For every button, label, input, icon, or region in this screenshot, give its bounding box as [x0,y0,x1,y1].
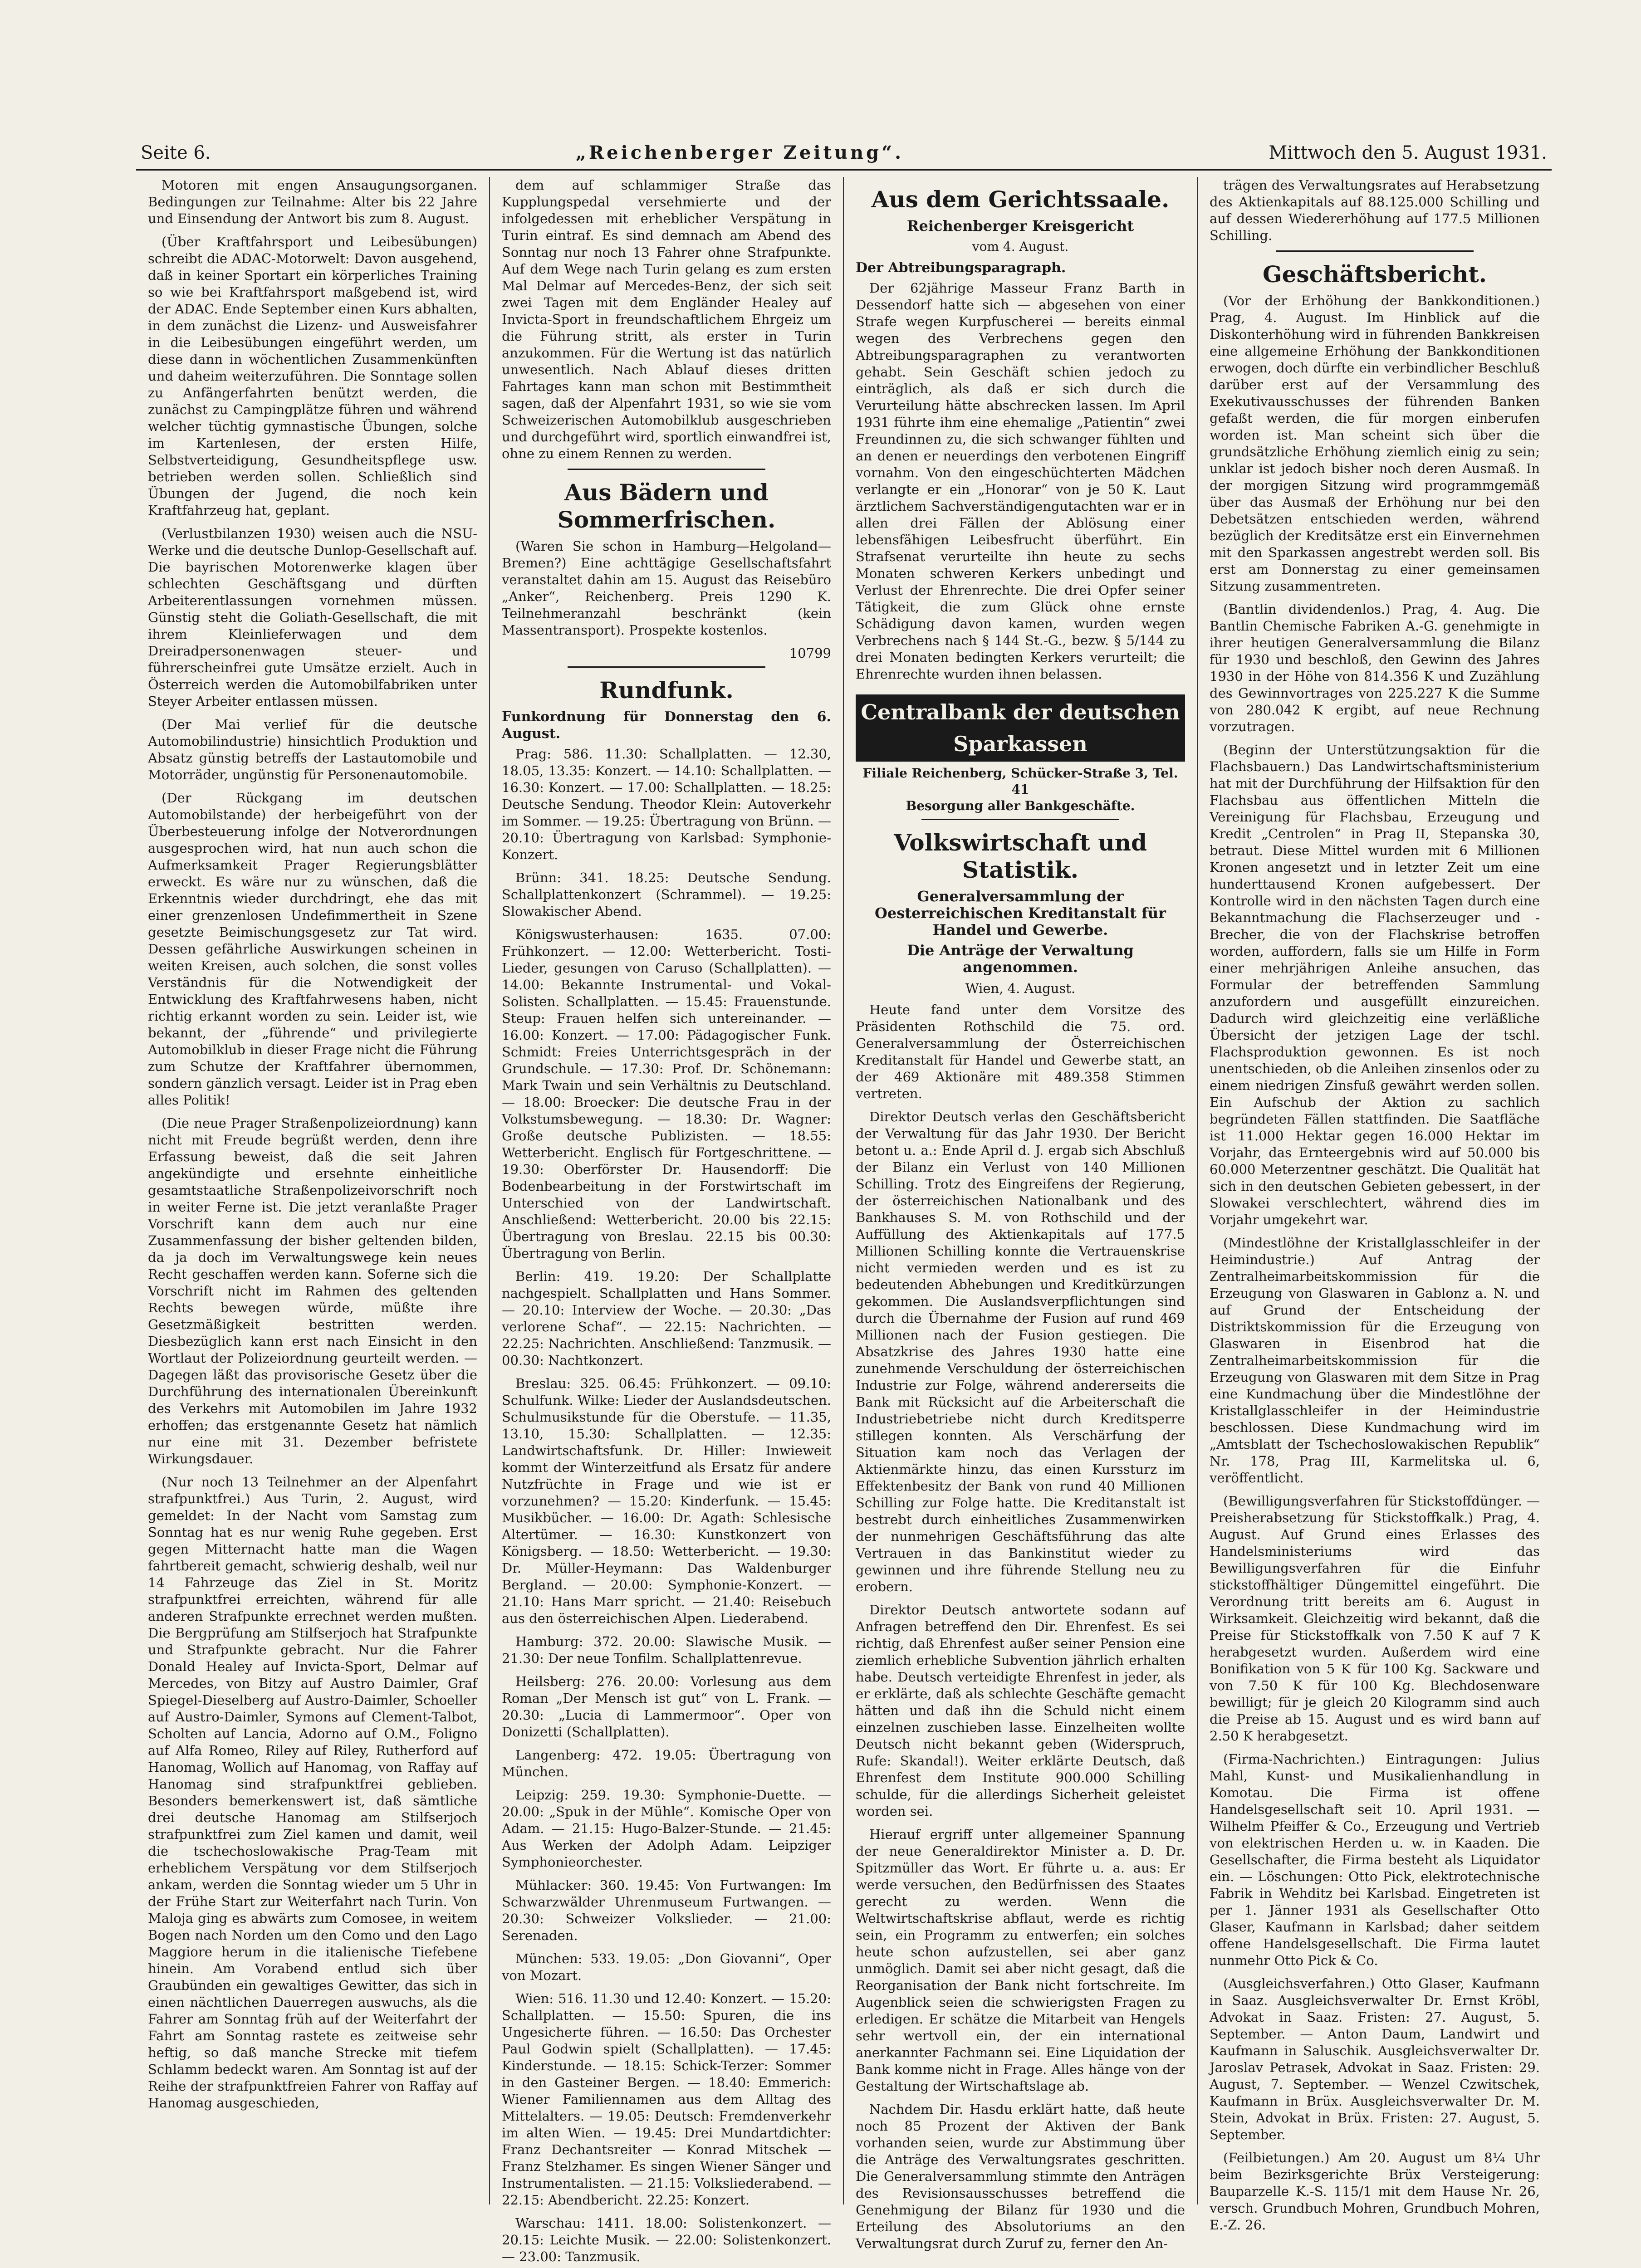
radio-listing: Wien: 516. 11.30 und 12.40: Konzert. — 15.20: Schallplatten. — 15.50: Spuren, die ins Ungesicherte führen. — 16.50: Das Orchester Paul Godwin spielt (Schallplatten). — 17.45: Kinderstunde. — 18.15: Schick-Terzer: Sommer in den Gasteiner Bergen. — 18.40: Emmerich: Wiener Familiennamen aus dem Alltag des Mittelalters. — 19.05: Deutsch: Fremdenverkehr im alten Wien. — 19.45: Drei Mundartdichter: Franz Dechantsreiter — Konrad Mitschek — Franz Stelzhamer. Es singen Wiener Sänger und Instrumentalisten. — 21.15: Volksliederabend. — 22.15: Abendbericht. 22.25: Konzert. [502,1991,831,2208]
newspaper-title: „Reichenberger Zeitung“. [575,142,904,163]
article-text: (Beginn der Unterstützungsaktion für die Flachsbauern.) Das Landwirtschaftsministerium hat mit der Durchführung der Hilfsaktion für den Flachsbau aus öffentlichen Mitteln die Vereinigung für Flachsbau, Erzeugung und Kredit „Centrolen“ in Prag II, Stepanska 30, betraut. Diese Mittel wurden mit 6 Millionen Kronen angesetzt und in letzter Zeit um eine hunderttausend Kronen aufgebessert. Der Kontrolle wird in den nächsten Tagen durch eine Bekanntmachung die Flachserzeuger und -Brecher, die von der Flachskrise betroffen worden, auffordern, falls sie um Hilfe in Form einer mehrjährigen Anleihe ansuchen, das Formular der betreffenden Sammlung anzufordern und ausgefüllt einzureichen. Dadurch wird gleichzeitig eine verläßliche Übersicht der jetzigen Lage der tschl. Flachsproduktion gewonnen. Es ist noch unentschieden, ob die Anleihen zinsenlos oder zu einem niedrigen Zinsfuß gewährt werden sollen. Ein Aufschub der Aktion zu sachlich begründeten Fällen stattfinden. Die Saatfläche ist 11.000 Hektar gegen 16.000 Hektar im Vorjahr, das Ernteergebnis wird auf 50.000 bis 60.000 Meterzentner geschätzt. Die Qualität hat sich in den deutschen Gebieten gebessert, in der Slowakei verschlechtert, während dies im Vorjahr umgekehrt war. [1210,742,1540,1227]
bank-ad-address: Filiale Reichenberg, Schücker-Straße 3, Tel. 41 [862,766,1178,797]
radio-listing: Langenberg: 472. 19.05: Übertragung von München. [502,1747,831,1779]
article-text: Nachdem Dir. Hasdu erklärt hatte, daß heute noch 85 Prozent der Aktiven der Bank vorhanden seien, wurde zur Abstimmung über die Anträge des Verwaltungsrates geschritten. Die Generalversammlung stimmte den Anträgen des Revisionsausschusses betreffend die Genehmigung der Bilanz für 1930 und die Erteilung des Absolutoriums an den Verwaltungsrat durch Zuruf zu, ferner den An- [856,2102,1185,2251]
column-3 [844,177,1198,2251]
article-text: (Bewilligungsverfahren für Stickstoffdünger. — Preisherabsetzung für Stickstoffkalk.) Prag, 4. August. Auf Grund eines Erlasses des Handelsministeriums wird das Bewilligungsverfahren für die Einfuhr stickstoffhältiger Düngemittel eingeführt. Die Verordnung tritt bereits am 6. August in Wirksamkeit. Gleichzeitig wird bekannt, daß die Preise für Stickstoffkalk von 7.50 K auf 7 K herabgesetzt wurden. Außerdem wird eine Bonifikation von 5 K für 100 Kg. Sackware und von 7.50 K für 100 Kg. Blechdosenware bewilligt; für je gleich 20 Kilogramm sind auch die Preise ab 15. August und es wird bann auf 2.50 K herabgesetzt. [1210,1493,1540,1744]
divider [1276,250,1474,252]
bank-ad-services: Besorgung aller Bankgeschäfte. [906,798,1135,813]
divider [568,469,765,470]
bank-ad-banner: Centralbank der deutschen Sparkassen [856,694,1185,762]
radio-listing: München: 533. 19.05: „Don Giovanni“, Oper von Mozart. [502,1951,831,1983]
article-subheadline: Die Anträge der Verwaltung angenommen. [907,942,1134,976]
program-heading: Funkordnung für Donnerstag den 6. August. [502,709,831,742]
article-text: (Mindestlöhne der Kristallglasschleifer in der Heimindustrie.) Auf Antrag der Zentralheimarbeitskommission für die Erzeugung von Glaswaren in Gablonz a. N. und auf Grund der Entscheidung der Distriktskommission für die Erzeugung von Glaswaren in Eisenbrod hat die Zentralheimarbeitskommission für die Erzeugung von Glaswaren mit dem Sitze in Prag eine Kundmachung über die Mindestlöhne der Kristallglasschleifer in der Heimindustrie beschlossen. Diese Kundmachung wird im „Amtsblatt der Tschechoslowakischen Republik“ Nr. 178, Prag III, Karmelitska ul. 6, veröffentlicht. [1210,1235,1540,1486]
article-text: (Firma-Nachrichten.) Eintragungen: Julius Mahl, Kunst- und Musikalienhandlung in Komotau. Die Firma ist offene Handelsgesellschaft seit 10. April 1931. — Wilhelm Pfeiffer & Co., Erzeugung und Vertrieb von elektrischen Herden u. w. in Kaaden. Die Gesellschafter, die Firma besteht als Liquidator ein. — Löschungen: Otto Pick, elektrotechnische Fabrik in Wehditz bei Karlsbad. Eingetreten ist per 1. Jänner 1931 als Gesellschafter Otto Glaser, Kaufmann in Karlsbad; daher seitdem offene Handelsgesellschaft. Die Firma lautet nunmehr Otto Pick & Co. [1210,1751,1540,1968]
article-text: Direktor Deutsch antwortete sodann auf Anfragen betreffend den Dir. Ehrenfest. Es sei richtig, daß Ehrenfest außer seiner Pension eine ziemlich erhebliche Subvention jährlich erhalten habe. Deutsch verteidigte Ehrenfest in jeder, als er erklärte, daß als schlechte Geschäfte gemacht hätten und daß ihn die Schuld nicht einem einzelnen zuschieben lasse. Einzelheiten wollte Deutsch nicht bekannt geben (Widerspruch, Rufe: Skandal!). Weiter erklärte Deutsch, daß Ehrenfest dem Institute 900.000 Schilling schulde, für die allerdings Sicherheit geleistet worden sei. [856,1602,1185,1819]
radio-listing: Königswusterhausen: 1635. 07.00: Frühkonzert. — 12.00: Wetterbericht. Tosti-Lieder, gesungen von Caruso (Schallplatten). — 14.00: Bekannte Instrumental- und Vokal-Solisten. Schallplatten. — 15.45: Frauenstunde. Steup: Frauen helfen sich untereinander. — 16.00: Konzert. — 17.00: Pädagogischer Funk. Schmidt: Freies Unterrichtsgespräch in der Grundschule. — 17.30: Prof. Dr. Schönemann: Mark Twain und sein Verhältnis zu Deutschland. — 18.00: Broecker: Die deutsche Frau in der Volkstumsbewegung. — 18.30: Dr. Wagner: Große deutsche Publizisten. — 18.55: Wetterbericht. Englisch für Fortgeschrittene. — 19.30: Oberförster Dr. Hausendorff: Die Bodenbearbeitung in der Forstwirtschaft im Unterschied von der Landwirtschaft. Anschließend: Wetterbericht. 20.00 bis 22.15: Übertragung von Breslau. 22.15 bis 00.30: Übertragung von Berlin. [502,927,831,1261]
article-text: (Über Kraftfahrsport und Leibesübungen) schreibt die ADAC-Motorwelt: Davon ausgehend, daß in keiner Sportart ein körperliches Training so wie bei Kraftfahrsport maßgebend ist, wird der ADAC. Ende September einen Kurs abhalten, in dem zunächst die Lizenz- und Ausweisfahrer in die Leibesübungen eingeführt werden, um diese dann in wöchentlichen Zusammenkünften und daheim weiterzuführen. Die Sonntage sollen zu Anfängerfahrten benützt werden, die zunächst zu Campingplätze führen und während welcher tüchtig gymnastische Übungen, solche im Kartenlesen, der ersten Hilfe, Selbstverteidigung, Gesundheitspflege usw. betrieben werden sollen. Schließlich sind Übungen der Jugend, die noch kein Kraftfahrzeug hat, geplant. [148,234,477,518]
article-text: Motoren mit engen Ansaugungsorganen. Bedingungen zur Teilnahme: Alter bis 22 Jahre und Einsendung der Antwort bis zum 8. August. [148,177,477,226]
divider [921,819,1119,820]
article-text: Direktor Deutsch verlas den Geschäftsbericht der Verwaltung für das Jahr 1930. Der Bericht betont u. a.: Ende April d. J. ergab sich Abschluß der Bilanz ein Verlust von 140 Millionen Schilling. Trotz des Eingreifens der Regierung, der österreichischen Nationalbank und des Bankhauses S. M. von Rothschild und der Auffüllung des Aktienkapitals auf 177.5 Millionen Schilling konnte die Vertrauenskrise nicht vermieden werden und es ist zu bedeutenden Abhebungen und Kreditkürzungen gekommen. Die Auslandsverpflichtungen sind durch die Übernahme der Fusion auf rund 469 Millionen nach der Fusion gestiegen. Die Absatzkrise des Jahres 1930 hatte eine zunehmende Verschuldung der österreichischen Industrie zur Folge, während andererseits die Bank mit Rücksicht auf die Arbeiterschaft die Industriebetriebe nicht durch Kreditsperre stillegen konnten. Als Verschärfung der Situation kam noch das Verlagen der Aktienmärkte hinzu, das einen Kurssturz im Effektenbesitz der Bank von rund 40 Millionen Schilling zur Folge hatte. Die Kreditanstalt ist bestrebt durch einheitliches Zusammenwirken der nunmehrigen Geschäftsführung das alte Vertrauen in das Bankinstitut wieder zu gewinnen und ihre führende Stellung neu zu erobern. [856,1109,1185,1594]
radio-listing: Leipzig: 259. 19.30: Symphonie-Duette. — 20.00: „Spuk in der Mühle“. Komische Oper von Adam. — 21.15: Hugo-Balzer-Stunde. — 21.45: Aus Werken der Adolph Adam. Leipziger Symphonieorchester. [502,1787,831,1870]
column-1 [136,177,490,2204]
article-text: Der 62jährige Masseur Franz Barth in Dessendorf hatte sich — abgesehen von einer Strafe wegen Kurpfuscherei — bereits einmal wegen des Verbrechens gegen den Abtreibungsparagraphen zu verantworten gehabt. Sein Geschäft schien jedoch zu einträglich, als daß er sich durch die Verurteilung hätte abschrecken lassen. Im April 1931 führte ihm eine ehemalige „Patientin“ zwei Freundinnen zu, die sich schwanger fühlten und an denen er neuerdings den verbotenen Eingriff vornahm. Von den eingeschüchterten Mädchen verlangte er ein „Honorar“ von je 50 K. Laut ärztlichem Sachverständigengutachten war er in allen drei Fällen der Ablösung einer lebensfähigen Leibesfrucht überführt. Ein Strafsenat verurteilte ihn heute zu sechs Monaten schweren Kerkers unbedingt und Verlust der Ehrenrechte. Die drei Opfer seiner Tätigkeit, die zum Glück ohne ernste Schädigung davon kamen, wurden wegen Verbrechens nach § 144 St.-G., bezw. § 5/144 zu drei Monaten bedingten Kerkers verurteilt; die Ehrenrechte wurden ihnen belassen. [856,280,1185,682]
radio-listing: Prag: 586. 11.30: Schallplatten. — 12.30, 18.05, 13.35: Konzert. — 14.10: Schallplatten. — 16.30: Konzert. — 17.00: Schallplatten. — 18.25: Deutsche Sendung. Theodor Klein: Autoverkehr im Sommer. — 19.25: Übertragung von Brünn. — 20.10: Übertragung von Karlsbad: Symphonie-Konzert. [502,746,831,862]
section-heading: Aus Bädern und Sommerfrischen. [557,479,776,533]
court-date: vom 4. August. [972,239,1069,254]
article-text: (Der Mai verlief für die deutsche Automobilindustrie) hinsichtlich Produktion und Absatz günstig betreffs der Lastautomobile und Motorräder, ungünstig für Personenautomobile. [148,717,477,782]
article-text: (Bantlin dividendenlos.) Prag, 4. Aug. Die Bantlin Chemische Fabriken A.-G. genehmigte in ihrer heutigen Generalversammlung die Bilanz für 1930 und beschloß, den Gewinn des Jahres 1930 in der Höhe von 814.356 K und Zuzählung des Gewinnvortrages von 225.227 K die Summe von 280.042 K ergibt, auf neue Rechnung vorzutragen. [1210,601,1540,734]
section-heading: Geschäftsbericht. [1262,261,1487,288]
article-text: (Vor der Erhöhung der Bankkonditionen.) Prag, 4. August. Im Hinblick auf die Diskonterhöhung wird in führenden Bankkreisen eine allgemeine Erhöhung der Bankkonditionen erwogen, doch dürfte ein verbindlicher Beschluß darüber erst auf der Versammlung des Exekutivausschusses der führenden Banken gefaßt werden, die für morgen einberufen worden ist. Man scheint sich über die grundsätzliche Erhöhung ziemlich einig zu sein; unklar ist jedoch bisher noch deren Ausmaß. In der morgigen Sitzung wird programmgemäß über das Ausmaß der Erhöhung nur bei den Debetsätzen entschieden werden, während bezüglich der Kreditsätze erst ein Einvernehmen mit den Sparkassen angestrebt werden soll. Bis erst am Donnerstag zu einer gemeinsamen Sitzung zusammentreten. [1210,293,1540,594]
section-heading: Volkswirtschaft und Statistik. [894,829,1147,883]
radio-listing: Brünn: 341. 18.25: Deutsche Sendung. Schallplattenkonzert (Schrammel). — 19.25: Slowakischer Abend. [502,870,831,919]
article-headline: Generalversammlung der Oesterreichischen Kreditanstalt für Handel und Gewerbe. [875,888,1166,938]
article-text: (Waren Sie schon in Hamburg—Helgoland—Bremen?) Eine achttägige Gesellschaftsfahrt veranstaltet dahin am 15. August das Reisebüro „Anker“, Reichenberg. Preis 1290 K. Teilnehmeranzahl beschränkt (kein Massentransport). Prospekte kostenlos. [502,538,831,638]
article-text: (Ausgleichsverfahren.) Otto Glaser, Kaufmann in Saaz. Ausgleichsverwalter Dr. Ernst Kröbl, Advokat in Saaz. Fristen: 27. August, 5. September. — Anton Daum, Landwirt und Kaufmann in Saluschik. Ausgleichsverwalter Dr. Jaroslav Petrasek, Advokat in Saaz. Fristen: 29. August, 7. September. — Wenzel Czwitschek, Kaufmann in Brüx. Ausgleichsverwalter Dr. M. Stein, Advokat in Brüx. Fristen: 27. August, 5. September. [1210,1976,1540,2142]
radio-listing: Berlin: 419. 19.20: Der Schallplatte nachgespielt. Schallplatten und Hans Sommer. — 20.10: Interview der Woche. — 20.30: „Das verlorene Schaf“. — 22.15: Nachrichten. — 22.25: Nachrichten. Anschließend: Tanzmusik. — 00.30: Nachtkonzert. [502,1269,831,1368]
dateline: Wien, 4. August. [965,981,1076,996]
article-text: dem auf schlammiger Straße das Kupplungspedal versehmierte und der infolgedessen mit erheblicher Verspätung in Turin eintraf. Es sind demnach am Abend des Sonntag nur noch 13 Fahrer ohne Strafpunkte. Auf dem Wege nach Turin gelang es zum ersten Mal Delmar auf Mercedes-Benz, der sich seit zwei Tagen mit dem Engländer Healey auf Invicta-Sport in freundschaftlichem Ehrgeiz um die Führung stritt, als erster in Turin anzukommen. Für die Wertung ist das natürlich unwesentlich. Nach Ablauf dieses dritten Fahrtages kann man schon mit Bestimmtheit sagen, daß der Alpenfahrt 1931, so wie sie vom Schweizerischen Automobilklub ausgeschrieben und durchgeführt wird, sportlich einwandfrei ist, ohne zu einem Rennen zu werden. [502,177,831,461]
article-text: Heute fand unter dem Vorsitze des Präsidenten Rothschild die 75. ord. Generalversammlung der Österreichischen Kreditanstalt für Handel und Gewerbe statt, an der 469 Aktionäre mit 489.358 Stimmen vertreten. [856,1002,1185,1101]
ad-number: 10799 [789,645,831,661]
column-2 [490,177,844,2264]
article-text: Hierauf ergriff unter allgemeiner Spannung der neue Generaldirektor Minister a. D. Dr. Spitzmüller das Wort. Er führte u. a. aus: Er werde versuchen, den Bedürfnissen des Staates gerecht zu werden. Wenn die Weltwirtschaftskrise abflaut, werde es richtig sein, ein Programm zu entwerfen; ein solches heute schon aufzustellen, sei aber ganz unmöglich. Damit sei aber nicht gesagt, daß die Reorganisation der Bank nicht fortschreite. Im Augenblick seien die schwierigsten Fragen zu erledigen. Er schätze die Mitarbeit van Hengels sehr wertvoll ein, der ein international anerkannter Fachmann sei. Eine Liquidation der Bank komme nicht in Frage. Alles hänge von der Gestaltung der Wirtschaftslage ab. [856,1827,1185,2094]
court-heading: Reichenberger Kreisgericht [906,217,1134,235]
issue-date: Mittwoch den 5. August 1931. [1269,142,1547,163]
case-heading: Der Abtreibungsparagraph. [856,260,1066,276]
radio-listing: Mühlacker: 360. 19.45: Von Furtwangen: Im Schwarzwälder Uhrenmuseum Furtwangen. — 20.30: Schweizer Volkslieder. — 21.00: Serenaden. [502,1877,831,1943]
section-heading: Rundfunk. [599,677,734,704]
radio-listing: Breslau: 325. 06.45: Frühkonzert. — 09.10: Schulfunk. Wilke: Lieder der Auslandsdeutschen. Schulmusikstunde für die Oberstufe. — 11.35, 13.10, 15.30: Schallplatten. — 12.35: Landwirtschaftsfunk. Dr. Hiller: Inwieweit kommt der Winterzeitfund als Ersatz für andere Nutzfrüchte in Frage und wie ist er vorzunehmen? — 15.20: Kinderfunk. — 15.45: Musikbücher. — 16.00: Dr. Agath: Schlesische Altertümer. — 16.30: Kunstkonzert von Königsberg. — 18.50: Wetterbericht. — 19.30: Dr. Müller-Heymann: Das Waldenburger Bergland. — 20.00: Symphonie-Konzert. — 21.10: Hans Marr spricht. — 21.40: Reisebuch aus den österreichischen Alpen. Liederabend. [502,1376,831,1626]
article-text: (Der Rückgang im deutschen Automobilstande) der herbeigeführt von der Überbesteuerung infolge der Notverordnungen ausgesprochen wird, hat nun auch schon die Aufmerksamkeit Prager Regierungsblätter erweckt. Es wäre nur zu wünschen, daß die Erkenntnis wieder durchdringt, ehe das mit einer grenzenlosen Undefimmertheit in Szene gesetzte Beimischungsgesetz zur Tat wird. Dessen gefährliche Auswirkungen scheinen in weiten Kreisen, auch solchen, die sonst volles Verständnis für die Notwendigkeit der Entwicklung des Kraftfahrwesens haben, nicht richtig erkannt worden zu sein. Leider ist, wie bekannt, der „führende“ und privilegierte Automobilklub in dieser Frage nicht die Führung zum Schutze der Kraftfahrer übernommen, sondern gänzlich versagt. Leider ist in Prag eben alles Politik! [148,790,477,1108]
article-text: (Feilbietungen.) Am 20. August um 8¼ Uhr beim Bezirksgerichte Brüx Versteigerung: Bauparzelle K.-S. 115/1 mit dem Hause Nr. 26, versch. Grundbuch Mohren, Grundbuch Mohren, E.-Z. 26. [1210,2150,1540,2233]
divider [568,666,765,668]
radio-listing: Hamburg: 372. 20.00: Slawische Musik. — 21.30: Der neue Tonfilm. Schallplattenrevue. [502,1634,831,1666]
newspaper-page [136,136,1552,2264]
article-text: (Die neue Prager Straßenpolizeiordnung) kann nicht mit Freude begrüßt werden, denn ihre Erfassung beweist, daß die seit Jahren angekündigte und ersehnte einheitliche gesamtstaatliche Straßenpolizeivorschrift noch in weiter Ferne ist. Die jetzt veranlaßte Prager Vorschrift kann dem auch nur eine Zusammenfassung der bisher geltenden bilden, da ja doch im Verwaltungswege kein neues Recht geschaffen werden kann. Soferne sich die Vorschrift nicht im Rahmen des geltenden Rechts bewegen würde, müßte ihre Gesetzmäßigkeit bestritten werden. Diesbezüglich kann erst nach Einsicht in den Wortlaut der Polizeiordnung geurteilt werden. — Dagegen läßt das provisorische Gesetz über die Durchführung des internationalen Übereinkunft des Verkehrs mit Automobilen im Jahre 1932 erhoffen; das erstgenannte Gesetz hat nämlich nur eine mit 31. Dezember befristete Wirkungsdauer. [148,1115,477,1466]
article-text: trägen des Verwaltungsrates auf Herabsetzung des Aktienkapitals auf 88.125.000 Schilling und auf dessen Wiedererhöhung auf 177.5 Millionen Schilling. [1210,177,1540,243]
page-number: Seite 6. [141,142,211,163]
column-4 [1198,177,1552,2233]
page-header [136,136,1552,171]
article-text: (Verlustbilanzen 1930) weisen auch die NSU-Werke und die deutsche Dunlop-Gesellschaft auf. Die bayrischen Motorenwerke klagen über schlechten Geschäftsgang und dürften Arbeiterentlassungen vornehmen müssen. Günstig steht die Goliath-Gesellschaft, die mit ihrem Kleinlieferwagen und dem Dreiradpersonenwagen steuer- und führerscheinfrei gute Umsätze erzielt. Auch in Österreich werden die Automobilfabriken unter Steyer Arbeiter entlassen müssen. [148,526,477,709]
section-heading: Aus dem Gerichtssaale. [871,186,1170,213]
radio-listing: Warschau: 1411. 18.00: Solistenkonzert. — 20.15: Leichte Musik. — 22.00: Solistenkonzert. — 23.00: Tanzmusik. [502,2215,831,2264]
radio-listing: Heilsberg: 276. 20.00: Vorlesung aus dem Roman „Der Mensch ist gut“ von L. Frank. — 20.30: „Lucia di Lammermoor“. Oper von Donizetti (Schallplatten). [502,1674,831,1740]
article-text: (Nur noch 13 Teilnehmer an der Alpenfahrt strafpunktfrei.) Aus Turin, 2. August, wird gemeldet: In der Nacht vom Samstag zum Sonntag hat es nur wenig Ruhe gegeben. Erst gegen Mitternacht hatte man die Wagen fahrtbereit gemacht, schwierig deshalb, weil nur 14 Fahrzeuge das Ziel in St. Moritz strafpunktfrei erreichten, während für alle anderen Strafpunkte errechnet werden mußten. Die Bergprüfung am Stilfserjoch hat Strafpunkte und Strafpunkte gebracht. Nur die Fahrer Donald Healey auf Invicta-Sport, Delmar auf Mercedes, von Bitzy auf Austro Daimler, Graf Spiegel-Dieselberg auf Austro-Daimler, Schoeller auf Austro-Daimler, Symons auf Clement-Talbot, Scholten auf Lancia, Adorno auf O.M., Foligno auf Alfa Romeo, Riley auf Riley, Rutherford auf Hanomag, Wollich auf Hanomag, von Raffay auf Hanomag sind strafpunktfrei geblieben. Besonders bemerkenswert ist, daß sämtliche drei deutsche Hanomag am Stilfserjoch strafpunktfrei zum Ziel kamen und damit, weil die tschechoslowakische Prag-Team mit erheblichem Verspätung vor dem Stilfserjoch ankam, werden die Sonntag wieder um 5 Uhr in der Frühe Start zur Weiterfahrt nach Turin. Von Maloja ging es abwärts zum Comosee, in weitem Bogen nach Norden um den Como und den Lago Maggiore herum in die italienische Tiefebene hinein. Am Vorabend entlud sich über Graubünden ein gewaltiges Gewitter, das sich in einen nächtlichen Dauerregen auswuchs, als die Fahrer am Sonntag früh auf der Weiterfahrt der Fahrt am Sonntag rastete es zeitweise sehr heftig, so daß manche Strecke mit tiefem Schlamm bedeckt waren. Am Sonntag ist auf der Reihe der strafpunktfreien Fahrer von Raffay auf Hanomag ausgeschieden, [148,1474,477,2111]
columns [136,177,1552,2264]
